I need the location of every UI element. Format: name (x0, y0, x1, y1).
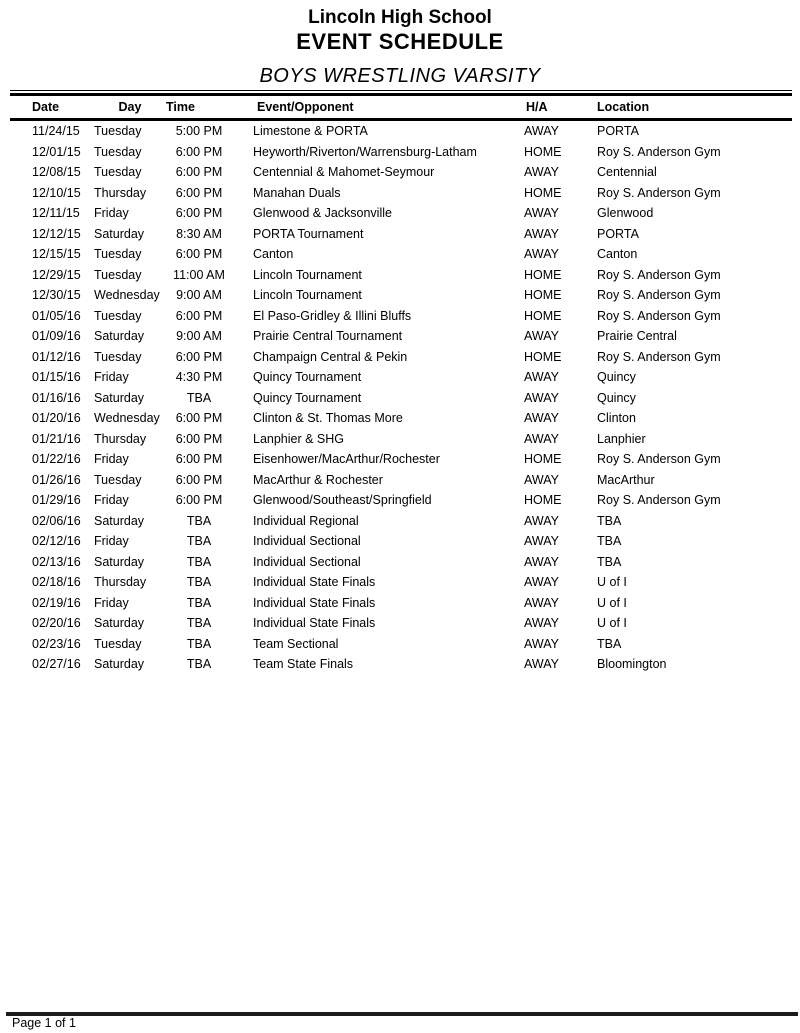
cell-time: TBA (186, 534, 212, 549)
cell-time: TBA (186, 595, 212, 610)
cell-ha: AWAY (524, 411, 559, 426)
cell-event: Team Sectional (253, 636, 339, 651)
cell-location: Quincy (597, 390, 636, 405)
cell-date: 01/26/16 (32, 472, 81, 487)
cell-location: Roy S. Anderson Gym (597, 349, 721, 364)
table-row (10, 224, 792, 245)
footer-divider (6, 1012, 798, 1016)
cell-time: 6:00 PM (175, 144, 223, 159)
cell-location: Lanphier (597, 431, 646, 446)
cell-event: Glenwood & Jacksonville (253, 206, 392, 221)
cell-time: 6:00 PM (175, 185, 223, 200)
page-number-label: Page 1 of 1 (12, 1016, 76, 1030)
cell-event: PORTA Tournament (253, 226, 364, 241)
cell-date: 01/16/16 (32, 390, 81, 405)
cell-day: Tuesday (94, 144, 142, 159)
cell-event: MacArthur & Rochester (253, 472, 383, 487)
school-name: Lincoln High School (308, 7, 492, 28)
cell-day: Tuesday (94, 636, 142, 651)
cell-event: Quincy Tournament (253, 390, 362, 405)
cell-day: Friday (94, 595, 129, 610)
table-body (10, 121, 792, 675)
table-row (10, 142, 792, 163)
cell-location: Centennial (597, 165, 657, 180)
table-row (10, 449, 792, 470)
table-row (10, 470, 792, 491)
table-header-row (10, 96, 792, 121)
cell-ha: HOME (524, 144, 562, 159)
table-row (10, 654, 792, 675)
cell-day: Saturday (94, 329, 145, 344)
cell-location: Prairie Central (597, 329, 677, 344)
cell-event: Individual State Finals (253, 595, 376, 610)
table-row (10, 593, 792, 614)
cell-day: Saturday (94, 513, 145, 528)
cell-date: 12/29/15 (32, 267, 81, 282)
cell-date: 11/24/15 (32, 124, 80, 139)
cell-location: PORTA (597, 124, 639, 139)
cell-date: 01/21/16 (32, 431, 81, 446)
cell-location: Roy S. Anderson Gym (597, 144, 721, 159)
cell-location: U of I (597, 595, 627, 610)
cell-event: Individual Sectional (253, 534, 361, 549)
cell-event: El Paso-Gridley & Illini Bluffs (253, 308, 412, 323)
cell-day: Wednesday (94, 411, 160, 426)
cell-day: Thursday (94, 185, 147, 200)
cell-event: Canton (253, 247, 294, 262)
table-row (10, 490, 792, 511)
cell-time: 6:00 PM (175, 472, 223, 487)
cell-date: 01/22/16 (32, 452, 81, 467)
cell-ha: AWAY (524, 636, 559, 651)
cell-day: Saturday (94, 616, 145, 631)
cell-day: Tuesday (94, 267, 142, 282)
cell-ha: HOME (524, 493, 562, 508)
cell-day: Tuesday (94, 472, 142, 487)
cell-date: 02/13/16 (32, 554, 81, 569)
cell-time: 6:00 PM (175, 349, 223, 364)
table-row (10, 572, 792, 593)
cell-date: 12/01/15 (32, 144, 81, 159)
column-header-day: Day (118, 100, 142, 114)
cell-location: Roy S. Anderson Gym (597, 452, 721, 467)
column-header-location: Location (597, 100, 650, 114)
cell-location: TBA (597, 554, 622, 569)
cell-time: 6:00 PM (175, 493, 223, 508)
cell-event: Individual Regional (253, 513, 359, 528)
cell-time: TBA (186, 513, 212, 528)
cell-date: 12/15/15 (32, 247, 81, 262)
cell-ha: AWAY (524, 595, 559, 610)
cell-time: 6:00 PM (175, 411, 223, 426)
table-row (10, 552, 792, 573)
column-header-date: Date (32, 100, 60, 114)
cell-day: Saturday (94, 390, 145, 405)
cell-day: Friday (94, 206, 129, 221)
document-title: EVENT SCHEDULE (296, 29, 504, 54)
cell-day: Friday (94, 370, 129, 385)
cell-event: Lanphier & SHG (253, 431, 345, 446)
cell-day: Tuesday (94, 247, 142, 262)
table-row (10, 511, 792, 532)
cell-time: 4:30 PM (175, 370, 223, 385)
cell-date: 01/12/16 (32, 349, 81, 364)
cell-ha: HOME (524, 288, 562, 303)
cell-location: MacArthur (597, 472, 655, 487)
table-row (10, 347, 792, 368)
cell-event: Champaign Central & Pekin (253, 349, 408, 364)
cell-ha: HOME (524, 452, 562, 467)
cell-date: 02/18/16 (32, 575, 81, 590)
cell-location: Clinton (597, 411, 636, 426)
cell-event: Manahan Duals (253, 185, 341, 200)
cell-date: 02/20/16 (32, 616, 81, 631)
cell-ha: AWAY (524, 534, 559, 549)
cell-ha: HOME (524, 308, 562, 323)
cell-date: 02/23/16 (32, 636, 81, 651)
table-row (10, 531, 792, 552)
cell-ha: HOME (524, 349, 562, 364)
cell-ha: AWAY (524, 554, 559, 569)
table-row (10, 244, 792, 265)
cell-time: TBA (186, 390, 212, 405)
column-header-time: Time (166, 100, 195, 114)
cell-location: U of I (597, 616, 627, 631)
cell-event: Centennial & Mahomet-Seymour (253, 165, 435, 180)
cell-day: Tuesday (94, 349, 142, 364)
cell-date: 12/08/15 (32, 165, 81, 180)
cell-day: Tuesday (94, 124, 142, 139)
cell-location: Roy S. Anderson Gym (597, 267, 721, 282)
cell-time: 9:00 AM (176, 288, 222, 303)
cell-day: Saturday (94, 657, 145, 672)
cell-ha: AWAY (524, 329, 559, 344)
table-row (10, 265, 792, 286)
cell-ha: AWAY (524, 370, 559, 385)
cell-time: 6:00 PM (175, 206, 223, 221)
cell-ha: AWAY (524, 431, 559, 446)
table-row (10, 634, 792, 655)
column-header-ha: H/A (526, 100, 548, 114)
cell-event: Individual State Finals (253, 616, 376, 631)
cell-ha: HOME (524, 185, 562, 200)
cell-time: TBA (186, 636, 212, 651)
cell-event: Glenwood/Southeast/Springfield (253, 493, 432, 508)
cell-time: 8:30 AM (176, 226, 222, 241)
cell-event: Clinton & St. Thomas More (253, 411, 403, 426)
cell-day: Saturday (94, 554, 145, 569)
cell-date: 01/09/16 (32, 329, 81, 344)
cell-time: 5:00 PM (175, 124, 223, 139)
cell-day: Thursday (94, 431, 147, 446)
table-row (10, 285, 792, 306)
team-subtitle: BOYS WRESTLING VARSITY (259, 65, 541, 87)
cell-location: Bloomington (597, 657, 667, 672)
cell-event: Lincoln Tournament (253, 267, 362, 282)
cell-location: Canton (597, 247, 638, 262)
cell-event: Lincoln Tournament (253, 288, 362, 303)
cell-ha: AWAY (524, 206, 559, 221)
cell-date: 12/30/15 (32, 288, 81, 303)
cell-time: TBA (186, 616, 212, 631)
cell-event: Limestone & PORTA (253, 124, 368, 139)
cell-location: TBA (597, 534, 622, 549)
cell-ha: AWAY (524, 247, 559, 262)
cell-event: Prairie Central Tournament (253, 329, 403, 344)
column-header-event: Event/Opponent (257, 100, 354, 114)
cell-ha: AWAY (524, 226, 559, 241)
cell-ha: AWAY (524, 390, 559, 405)
cell-ha: AWAY (524, 575, 559, 590)
cell-location: Quincy (597, 370, 636, 385)
table-row (10, 408, 792, 429)
cell-location: Roy S. Anderson Gym (597, 493, 721, 508)
cell-event: Heyworth/Riverton/Warrensburg-Latham (253, 144, 477, 159)
cell-day: Tuesday (94, 165, 142, 180)
cell-event: Eisenhower/MacArthur/Rochester (253, 452, 440, 467)
cell-date: 12/11/15 (32, 206, 80, 221)
cell-date: 02/27/16 (32, 657, 81, 672)
table-row (10, 162, 792, 183)
cell-ha: AWAY (524, 165, 559, 180)
cell-date: 02/06/16 (32, 513, 81, 528)
cell-location: Roy S. Anderson Gym (597, 185, 721, 200)
cell-time: 6:00 PM (175, 431, 223, 446)
cell-location: TBA (597, 636, 622, 651)
cell-time: 6:00 PM (175, 247, 223, 262)
cell-event: Quincy Tournament (253, 370, 362, 385)
document-header (0, 0, 800, 88)
cell-location: PORTA (597, 226, 639, 241)
cell-day: Friday (94, 452, 129, 467)
cell-location: U of I (597, 575, 627, 590)
cell-time: 6:00 PM (175, 452, 223, 467)
cell-day: Friday (94, 493, 129, 508)
cell-day: Thursday (94, 575, 147, 590)
cell-date: 01/20/16 (32, 411, 81, 426)
cell-location: Roy S. Anderson Gym (597, 308, 721, 323)
cell-day: Friday (94, 534, 129, 549)
cell-ha: HOME (524, 267, 562, 282)
cell-day: Wednesday (94, 288, 160, 303)
table-row (10, 121, 792, 142)
table-row (10, 306, 792, 327)
cell-event: Team State Finals (253, 657, 354, 672)
cell-time: 11:00 AM (173, 267, 225, 282)
table-row (10, 367, 792, 388)
cell-ha: AWAY (524, 124, 559, 139)
cell-date: 12/10/15 (32, 185, 81, 200)
cell-day: Saturday (94, 226, 145, 241)
table-row (10, 183, 792, 204)
cell-time: TBA (186, 657, 212, 672)
cell-day: Tuesday (94, 308, 142, 323)
cell-date: 02/19/16 (32, 595, 81, 610)
cell-ha: AWAY (524, 472, 559, 487)
cell-time: TBA (186, 554, 212, 569)
cell-event: Individual Sectional (253, 554, 361, 569)
schedule-table (10, 90, 792, 675)
cell-date: 02/12/16 (32, 534, 81, 549)
table-row (10, 326, 792, 347)
cell-location: TBA (597, 513, 622, 528)
cell-date: 01/15/16 (32, 370, 81, 385)
cell-location: Roy S. Anderson Gym (597, 288, 721, 303)
cell-ha: AWAY (524, 616, 559, 631)
cell-time: 9:00 AM (176, 329, 222, 344)
table-row (10, 203, 792, 224)
table-row (10, 388, 792, 409)
cell-date: 01/29/16 (32, 493, 81, 508)
cell-time: 6:00 PM (175, 165, 223, 180)
cell-ha: AWAY (524, 513, 559, 528)
cell-time: TBA (186, 575, 212, 590)
table-row (10, 613, 792, 634)
cell-date: 01/05/16 (32, 308, 81, 323)
cell-location: Glenwood (597, 206, 654, 221)
cell-ha: AWAY (524, 657, 559, 672)
cell-time: 6:00 PM (175, 308, 223, 323)
cell-event: Individual State Finals (253, 575, 376, 590)
cell-date: 12/12/15 (32, 226, 81, 241)
table-row (10, 429, 792, 450)
